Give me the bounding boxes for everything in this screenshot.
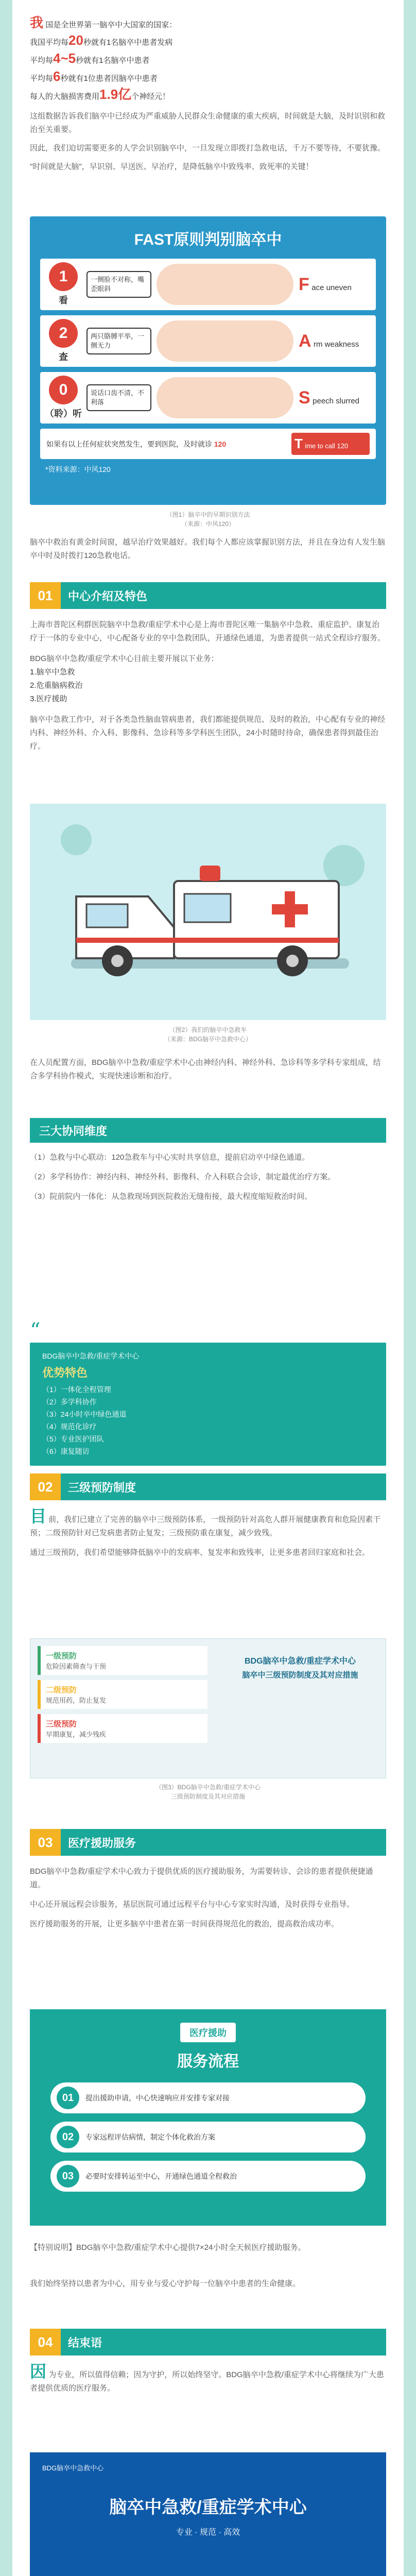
section-2-para-2: 通过三级预防，我们希望能够降低脑卒中的发病率、复发率和致残率，让更多患者回归家庭和社会。 (30, 1548, 370, 1557)
sub-1-para-3: （3）院前院内一体化：从急救现场到医院救治无缝衔接，最大程度缩短救治时间。 (30, 1192, 313, 1201)
fast-rows (40, 259, 376, 423)
prevention-caption (12, 1783, 404, 1801)
fast-bubble: 一侧脸不对称，嘴歪眼斜 (86, 271, 151, 298)
closing-banner (30, 2452, 386, 2576)
fast-num: 1 (49, 262, 78, 291)
fast-title: FAST原则判别脑卒中 (134, 231, 282, 248)
section-3-num: 03 (30, 1829, 61, 1856)
fast-row (40, 259, 376, 310)
section-1 (12, 582, 404, 753)
prevention-levels (30, 1639, 215, 1778)
section-3-para-4: 【特别说明】BDG脑卒中急救/重症学术中心提供7×24小时全天候医疗援助服务。 (30, 2243, 306, 2252)
face-illustration-icon (157, 377, 293, 418)
prevention-level-name: 三级预防 (46, 1720, 77, 1728)
fast-row (40, 315, 376, 367)
article-page (12, 0, 404, 2576)
feature-item: （2）多学科协作 (42, 1398, 97, 1406)
fast-source: *资料来源：中风120 (45, 465, 111, 473)
fast-bubble: 说话口齿不清，不利落 (86, 384, 151, 411)
prevention-level-desc: 规范用药，防止复发 (46, 1697, 107, 1704)
fast-caption (12, 510, 404, 529)
prevention-caption-1: （图3）BDG脑卒中急救/重症学术中心 (155, 1784, 261, 1791)
feature-items (42, 1383, 374, 1458)
section-1-lead: BDG脑卒中急救/重症学术中心目前主要开展以下业务： (30, 654, 219, 663)
fast-verb: （聆）听 (45, 409, 82, 419)
fast-letter: A (299, 331, 311, 351)
section-1-para-3: 在人员配置方面，BDG脑卒中急救/重症学术中心由神经内科、神经外科、急诊科等多学科专家组成，结合多学科协作模式，实现快速诊断和治疗。 (30, 1058, 381, 1080)
stat-prefix: 每人的大脑损害费用 (30, 92, 100, 101)
flow-step-text: 专家远程评估病情，制定个体化救治方案 (85, 2133, 215, 2141)
feature-item: （6）康复随访 (42, 1447, 90, 1455)
feature-title: 优势特色 (42, 1366, 88, 1379)
prevention-level (38, 1646, 207, 1675)
feature-item: （1）一体化全程管理 (42, 1385, 111, 1394)
stat-value: 4~5 (53, 50, 76, 66)
section-2-num: 02 (30, 1473, 61, 1500)
prevention-level-name: 二级预防 (46, 1686, 77, 1694)
stat-suffix: 秒就有1名脑卒中患者发病 (83, 38, 173, 47)
prevention-chart (30, 1638, 386, 1778)
flow-step (50, 2122, 366, 2153)
flow-title: 服务流程 (177, 2053, 239, 2070)
sub-section-1 (12, 1118, 404, 1204)
feature-item: （4）规范化诊疗 (42, 1422, 97, 1431)
fast-summary: 脑卒中救治有黄金时间窗，越早治疗效果越好。我们每个人都应该掌握识别方法，并且在身边有人发生脑卒中时及时拨打120急救电话。 (30, 538, 386, 560)
sub-1-para-2: （2）多学科协作：神经内科、神经外科、影像科、介入科联合会诊，制定最优治疗方案。 (30, 1173, 336, 1181)
section-2-dropcap: 目 (30, 1507, 47, 1526)
feature-org: BDG脑卒中急救/重症学术中心 (42, 1352, 140, 1360)
fast-bubble: 两只胳膊平举，一侧无力 (86, 328, 151, 354)
ambulance-caption (12, 1025, 404, 1044)
stats-list (12, 32, 404, 105)
fast-time-letter: T (294, 436, 303, 451)
fast-letter: S (299, 387, 310, 408)
fast-num: 2 (49, 319, 78, 348)
stat-line (30, 32, 386, 50)
fast-call-box (40, 429, 376, 459)
intro-block (12, 15, 404, 174)
section-2-title: 三级预防制度 (61, 1473, 386, 1500)
banner-sub: 专业 · 规范 · 高效 (176, 2528, 240, 2537)
ambulance-icon (30, 804, 386, 1020)
flow-steps (50, 2082, 366, 2192)
flow-step-num: 03 (57, 2165, 79, 2188)
section-1-para-2: 脑卒中急救工作中，对于各类急性脑血管病患者，我们都能提供规范、及时的救治，中心配有专业的神经内科、神经外科、介入科、影像科、急诊科等多学科医生团队，24小时随时待命，确保患者得到最佳治疗。 (30, 715, 386, 751)
intro-para-2: 因此，我们迫切需要更多的人学会识别脑卒中，一旦发现立即拨打急救电话，千万不要等待，不要犹豫。 (30, 144, 386, 152)
section-2 (12, 1473, 404, 1560)
fast-call-text: 如果有以上任何症状突然发生，要到医院，及时就诊 (46, 439, 212, 448)
stat-line (30, 50, 386, 69)
flow-step-num: 02 (57, 2126, 79, 2148)
section-1-para-1: 上海市普陀区利群医院脑卒中急救/重症学术中心是上海市普陀区唯一集脑卒中急救、重症监护、康复治疗于一体的专业中心，中心配备专业的卒中急救团队，开通绿色通道，为患者提供一站式全程诊疗服务。 (30, 620, 386, 642)
section-1-item: 1.脑卒中急救 (30, 668, 75, 676)
section-4-dropcap: 因 (30, 2362, 47, 2381)
section-3-para-1: BDG脑卒中急救/重症学术中心致力于提供优质的医疗援助服务，为需要转诊、会诊的患者提供便捷通道。 (30, 1867, 373, 1889)
intro-dropcap: 我 (30, 15, 44, 30)
section-3-para-2: 中心还开展远程会诊服务，基层医院可通过远程平台与中心专家实时沟通，及时获得专业指导。 (30, 1900, 355, 1909)
intro-para-3: "时间就是大脑"，早识别、早送医、早治疗，是降低脑卒中致残率、致死率的关键！ (30, 162, 314, 171)
stat-prefix: 平均每 (30, 74, 54, 83)
stat-prefix: 平均每 (30, 56, 54, 65)
stat-suffix: 秒就有1名脑卒中患者 (76, 56, 150, 65)
flow-step (50, 2082, 366, 2113)
fast-en: ace uneven (311, 283, 352, 292)
section-4-para-1: 为专业，所以值得信赖；因为守护，所以始终坚守。BDG脑卒中急救/重症学术中心将继续为广大患者提供优质的医疗服务。 (30, 2370, 384, 2393)
fast-time-en: ime to call 120 (305, 442, 349, 450)
ambulance-illustration (30, 804, 386, 1020)
sub-1-para-1: （1）急救与中心联动：120急救车与中心实时共享信息，提前启动卒中绿色通道。 (30, 1153, 310, 1162)
feature-item: （3）24小时卒中绿色通道 (42, 1410, 127, 1418)
fast-en: peech slurred (313, 396, 360, 405)
prevention-level (38, 1714, 207, 1743)
stat-value: 6 (53, 69, 61, 84)
section-3-para-3: 医疗援助服务的开展，让更多脑卒中患者在第一时间获得规范化的救治，提高救治成功率。 (30, 1920, 339, 1928)
banner-org: BDG脑卒中急救中心 (42, 2464, 104, 2472)
feature-item: （5）专业医护团队 (42, 1435, 104, 1443)
flow-tag: 医疗援助 (180, 2023, 236, 2042)
section-1-title: 中心介绍及特色 (61, 582, 386, 609)
quote-icon: “ (30, 1319, 41, 1343)
prevention-caption-2: 三级预防制度及其对应措施 (170, 1793, 245, 1800)
feature-box (30, 1319, 386, 1466)
section-1-item: 2.危重脑病救治 (30, 681, 83, 690)
prevention-level-name: 一级预防 (46, 1652, 77, 1660)
stat-prefix: 我国平均每 (30, 38, 69, 47)
face-illustration-icon (157, 264, 293, 305)
ambulance-caption-2: （来源：BDG脑卒中急救中心） (164, 1036, 252, 1043)
prevention-level-desc: 早期康复，减少残疾 (46, 1731, 107, 1738)
fast-verb: 看 (59, 295, 68, 306)
fast-row (40, 372, 376, 423)
flow-step (50, 2161, 366, 2192)
fast-letter: F (299, 274, 309, 294)
stat-value: 20 (68, 32, 83, 48)
face-illustration-icon (157, 320, 293, 362)
section-1-items (12, 666, 404, 706)
section-2-para-1: 前，我们已建立了完善的脑卒中三级预防体系，一级预防针对高危人群开展健康教育和危险因素干预；二级预防针对已发病患者防止复发；三级预防重在康复，减少致残。 (30, 1515, 381, 1537)
stat-suffix: 个神经元！ (131, 92, 170, 101)
prevention-org: BDG脑卒中急救/重症学术中心 (244, 1657, 356, 1666)
fast-call-num: 120 (214, 439, 227, 448)
ambulance-caption-1: （图2）我们的脑卒中急救车 (169, 1026, 247, 1033)
fast-caption-1: （图1）脑卒中的早期识别方法 (166, 511, 250, 518)
section-1-num: 01 (30, 582, 61, 609)
fast-verb: 查 (59, 352, 68, 362)
flow-step-num: 01 (57, 2087, 79, 2109)
section-4-num: 04 (30, 2329, 61, 2355)
prevention-level-desc: 危险因素筛查与干预 (46, 1663, 107, 1670)
prevention-title: 脑卒中三级预防制度及其对应措施 (242, 1671, 358, 1680)
prevention-level (38, 1680, 207, 1709)
intro-line: 国是全世界第一脑卒中大国家的国家： (45, 21, 177, 29)
stat-line (30, 87, 386, 105)
service-flow (30, 2009, 386, 2226)
intro-para-1: 这组数据告诉我们脑卒中已经成为严重威胁人民群众生命健康的重大疾病，时间就是大脑，及时识别和救治至关重要。 (30, 112, 386, 134)
section-3-title: 医疗援助服务 (61, 1829, 386, 1856)
fast-infographic (30, 216, 386, 505)
section-3-para-5: 我们始终坚持以患者为中心，用专业与爱心守护每一位脑卒中患者的生命健康。 (30, 2279, 301, 2288)
fast-num: 0 (49, 376, 78, 404)
section-4 (12, 2329, 404, 2395)
banner-title: 脑卒中急救/重症学术中心 (109, 2498, 307, 2517)
flow-step-text: 必要时安排转运至中心，开通绿色通道全程救治 (85, 2172, 237, 2180)
section-1-item: 3.医疗援助 (30, 694, 67, 703)
section-3 (12, 1829, 404, 1931)
stat-suffix: 秒就有1位患者因脑卒中患者 (60, 74, 158, 83)
flow-step-text: 提出援助申请，中心快速响应并安排专家对接 (85, 2094, 230, 2102)
sub-section-1-title: 三大协同维度 (30, 1118, 386, 1143)
stat-value: 1.9亿 (99, 87, 132, 102)
fast-en: rm weakness (314, 340, 359, 349)
fast-caption-2: （来源：中风120） (181, 520, 235, 528)
stat-line (30, 69, 386, 87)
section-4-title: 结束语 (61, 2329, 386, 2355)
